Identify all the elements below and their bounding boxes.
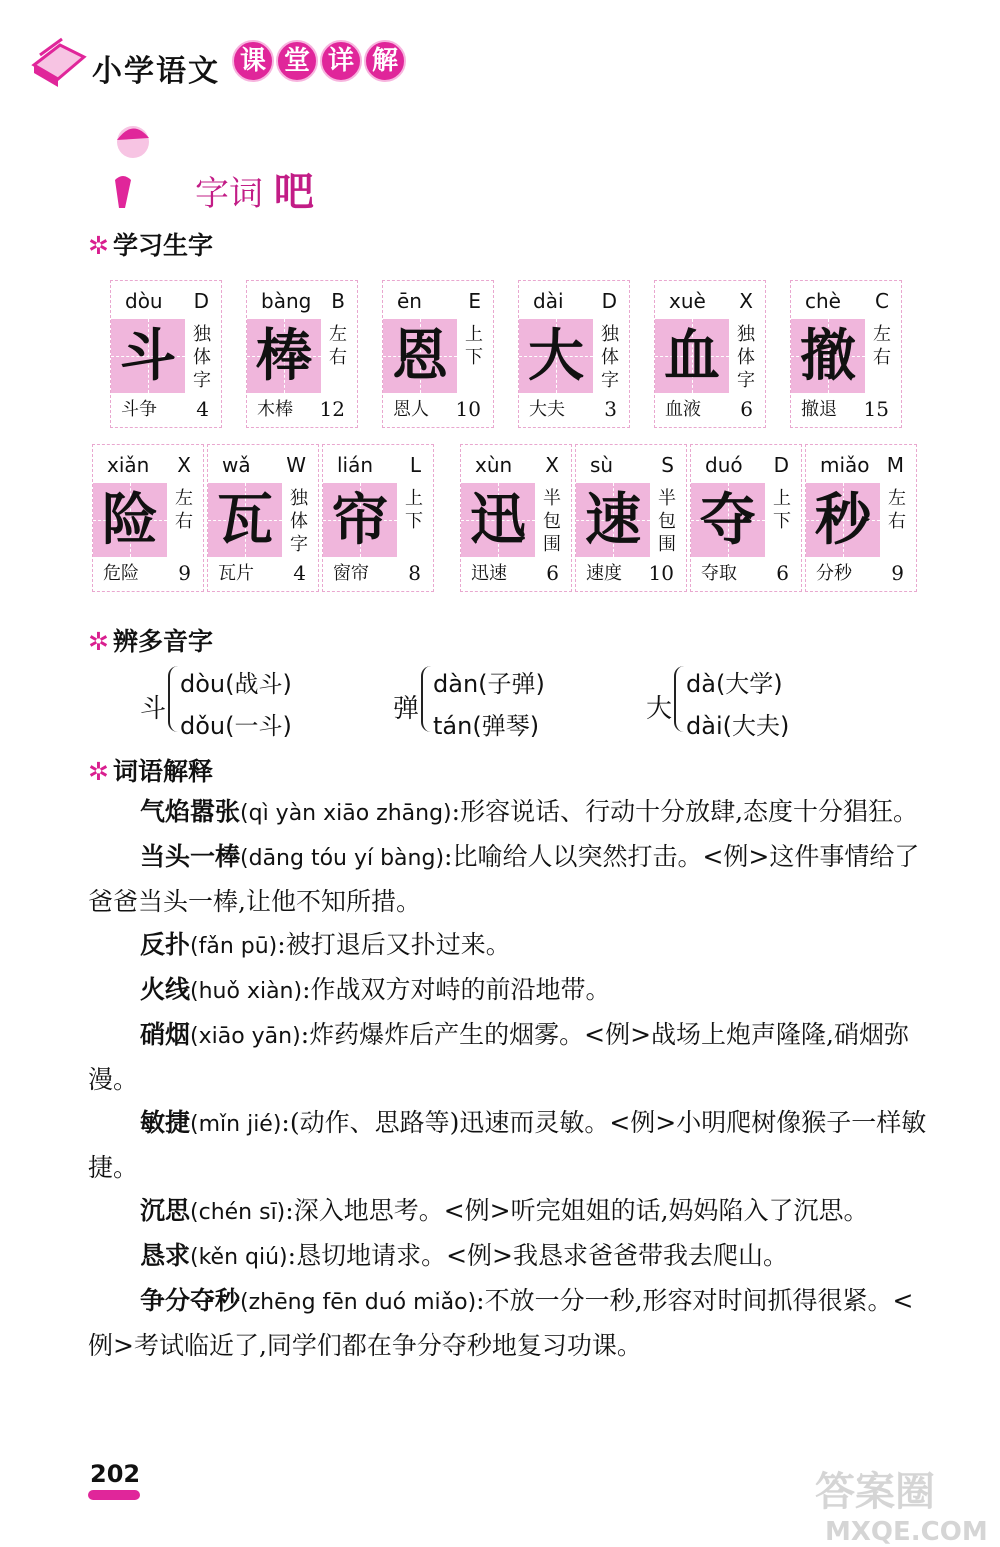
char-glyph: 撤 <box>800 323 856 389</box>
char-pinyin: miǎo <box>820 453 870 477</box>
char-card <box>805 444 917 592</box>
char-index-letter: D <box>601 289 617 313</box>
char-structure <box>654 487 680 556</box>
polyphone-char: 斗 <box>140 694 167 724</box>
char-glyph: 棒 <box>256 323 312 389</box>
char-structure <box>189 323 215 392</box>
glossary-term: 气焰嚣张 <box>140 797 241 826</box>
glossary-term: 火线 <box>140 975 191 1004</box>
glossary-entry <box>88 1013 928 1101</box>
glossary-definition: :深入地思考。<例>听完姐姐的话,妈妈陷入了沉思。 <box>285 1196 869 1225</box>
structure-char: 字 <box>193 370 211 391</box>
char-glyph: 斗 <box>120 323 176 389</box>
char-card <box>382 280 494 428</box>
char-glyph: 迅 <box>470 487 526 553</box>
glossary-pinyin: (zhēng fēn duó miǎo) <box>240 1290 477 1315</box>
char-index-letter: X <box>545 453 559 477</box>
char-strokes: 9 <box>178 561 191 585</box>
glossary-definition: :比喻给人以突然打击。<例>这件事情给了爸爸当头一棒,让他不知所措。 <box>88 842 920 916</box>
polyphone-reading: dǒu(一斗) <box>180 712 292 740</box>
char-card <box>518 280 630 428</box>
glossary-entry <box>88 1234 928 1279</box>
char-pinyin: xiǎn <box>107 453 150 477</box>
watermark-url: MXQE.COM <box>825 1517 988 1547</box>
char-word: 分秒 <box>816 563 852 584</box>
char-strokes: 9 <box>891 561 904 585</box>
section-title <box>195 160 314 217</box>
char-structure <box>286 487 312 556</box>
brace <box>168 666 180 732</box>
polyphone-char: 弹 <box>393 694 420 724</box>
glossary-definition: :炸药爆炸后产生的烟雾。<例>战场上炮声隆隆,硝烟弥漫。 <box>88 1020 909 1094</box>
flower-icon: ✲ <box>88 757 109 786</box>
char-word: 血液 <box>665 399 701 420</box>
glossary-pinyin: (xiāo yān) <box>190 1024 301 1049</box>
structure-char: 独 <box>193 324 211 345</box>
char-word: 瓦片 <box>218 563 254 584</box>
char-word: 夺取 <box>701 563 737 584</box>
structure-char: 左 <box>329 324 347 345</box>
char-word: 窗帘 <box>333 563 369 584</box>
char-pinyin: xùn <box>475 453 513 477</box>
structure-char: 下 <box>405 511 423 532</box>
glossary-entry <box>88 1189 928 1234</box>
glossary-pinyin: (mǐn jié) <box>190 1112 282 1137</box>
char-index-letter: W <box>286 453 306 477</box>
polyphone-reading: tán(弹琴) <box>433 712 540 740</box>
char-word: 大夫 <box>529 399 565 420</box>
polyphone-reading: dàn(子弹) <box>433 670 545 698</box>
structure-char: 围 <box>543 534 561 555</box>
glossary-entry <box>88 923 928 968</box>
char-card <box>246 280 358 428</box>
char-index-letter: D <box>773 453 789 477</box>
glossary-definition: :(动作、思路等)迅速而灵敏。<例>小明爬树像猴子一样敏捷。 <box>88 1108 927 1182</box>
glossary-term: 当头一棒 <box>140 842 241 871</box>
glossary-term: 敏捷 <box>140 1108 191 1137</box>
structure-char: 半 <box>658 488 676 509</box>
glossary-entry <box>88 835 928 923</box>
subtitle-char: 解 <box>364 40 406 82</box>
watermark <box>815 1460 995 1547</box>
char-word: 恩人 <box>393 399 429 420</box>
glossary-entry <box>88 1101 928 1189</box>
subtitle-char: 详 <box>320 40 362 82</box>
char-card <box>790 280 902 428</box>
learn-heading: ✲ 学习生字 <box>88 231 213 260</box>
char-structure <box>733 323 759 392</box>
char-structure <box>869 323 895 369</box>
char-strokes: 6 <box>776 561 789 585</box>
structure-char: 半 <box>543 488 561 509</box>
structure-char: 体 <box>290 511 308 532</box>
char-word: 速度 <box>586 563 622 584</box>
structure-char: 左 <box>175 488 193 509</box>
glossary-entry <box>88 968 928 1013</box>
char-glyph: 秒 <box>815 487 871 553</box>
char-index-letter: X <box>739 289 753 313</box>
char-glyph: 大 <box>528 323 584 389</box>
char-word: 迅速 <box>471 563 507 584</box>
structure-char: 独 <box>601 324 619 345</box>
char-pinyin: lián <box>337 453 374 477</box>
glossary-definition: :被打退后又扑过来。 <box>277 930 511 959</box>
structure-char: 字 <box>737 370 755 391</box>
char-strokes: 10 <box>455 397 481 421</box>
char-pinyin: chè <box>805 289 841 313</box>
char-card <box>322 444 434 592</box>
char-word: 撤退 <box>801 399 837 420</box>
glossary-entry <box>88 790 928 835</box>
char-card <box>690 444 802 592</box>
char-index-letter: C <box>875 289 889 313</box>
glossary-heading: ✲ 词语解释 <box>88 757 213 786</box>
book-logo-icon <box>30 35 88 90</box>
char-word: 木棒 <box>257 399 293 420</box>
char-structure <box>401 487 427 533</box>
char-card <box>110 280 222 428</box>
glossary-definition: :形容说话、行动十分放肆,态度十分猖狂。 <box>451 797 919 826</box>
char-pinyin: dòu <box>125 289 163 313</box>
structure-char: 体 <box>601 347 619 368</box>
char-card <box>207 444 319 592</box>
glossary-definition: :不放一分一秒,形容对时间抓得很紧。<例>考试临近了,同学们都在争分夺秒地复习功课。 <box>88 1286 914 1360</box>
char-card <box>654 280 766 428</box>
page-number: 202 <box>90 1460 141 1488</box>
structure-char: 字 <box>601 370 619 391</box>
char-pinyin: ēn <box>397 289 422 313</box>
char-card <box>460 444 572 592</box>
subtitle-char: 堂 <box>276 40 318 82</box>
char-word: 危险 <box>103 563 139 584</box>
flower-icon: ✲ <box>88 231 109 260</box>
watermark-text: 答案圈 <box>815 1469 935 1515</box>
char-pinyin: sù <box>590 453 614 477</box>
char-glyph: 恩 <box>392 323 448 389</box>
glossary-pinyin: (dāng tóu yí bàng) <box>240 846 445 871</box>
char-glyph: 瓦 <box>217 487 273 553</box>
char-pinyin: wǎ <box>222 453 251 477</box>
char-index-letter: L <box>409 453 421 477</box>
structure-char: 包 <box>658 511 676 532</box>
char-card <box>575 444 687 592</box>
polyphone-reading: dòu(战斗) <box>180 670 292 698</box>
polyphone-reading: dà(大学) <box>686 670 783 698</box>
char-glyph: 速 <box>585 487 641 553</box>
glossary-term: 反扑 <box>140 930 191 959</box>
char-structure <box>769 487 795 533</box>
flower-icon: ✲ <box>88 627 109 656</box>
structure-char: 左 <box>873 324 891 345</box>
char-index-letter: D <box>193 289 209 313</box>
char-structure <box>325 323 351 369</box>
structure-char: 独 <box>290 488 308 509</box>
structure-char: 上 <box>773 488 791 509</box>
char-strokes: 3 <box>604 397 617 421</box>
char-strokes: 6 <box>546 561 559 585</box>
glossary-pinyin: (kěn qiú) <box>190 1245 288 1270</box>
glossary-pinyin: (chén sī) <box>190 1200 286 1225</box>
book-title: 小学语文 <box>92 54 220 89</box>
char-strokes: 8 <box>408 561 421 585</box>
char-structure <box>597 323 623 392</box>
char-strokes: 6 <box>740 397 753 421</box>
char-glyph: 夺 <box>700 487 756 553</box>
glossary-term: 恳求 <box>140 1241 191 1270</box>
polyphone-char: 大 <box>646 694 673 724</box>
char-card <box>92 444 204 592</box>
glossary-definition: :作战双方对峙的前沿地带。 <box>302 975 611 1004</box>
glossary-pinyin: (fǎn pū) <box>190 934 278 959</box>
structure-char: 字 <box>290 534 308 555</box>
glossary-pinyin: (qì yàn xiāo zhāng) <box>240 801 452 826</box>
char-index-letter: S <box>661 453 674 477</box>
char-word: 斗争 <box>121 399 157 420</box>
book-subtitle <box>232 40 408 82</box>
structure-char: 独 <box>737 324 755 345</box>
char-index-letter: X <box>177 453 191 477</box>
structure-char: 下 <box>465 347 483 368</box>
char-pinyin: bàng <box>261 289 312 313</box>
structure-char: 包 <box>543 511 561 532</box>
char-pinyin: duó <box>705 453 743 477</box>
char-strokes: 12 <box>319 397 345 421</box>
structure-char: 上 <box>465 324 483 345</box>
structure-char: 下 <box>773 511 791 532</box>
structure-char: 体 <box>737 347 755 368</box>
brace <box>421 666 433 732</box>
structure-char: 右 <box>329 347 347 368</box>
brace <box>674 666 686 732</box>
char-glyph: 帘 <box>332 487 388 553</box>
structure-char: 右 <box>175 511 193 532</box>
char-index-letter: E <box>468 289 481 313</box>
polyphone-reading: dài(大夫) <box>686 712 790 740</box>
section-title-a: 字词 <box>195 174 263 214</box>
char-strokes: 4 <box>293 561 306 585</box>
structure-char: 右 <box>873 347 891 368</box>
polyphone-heading: ✲ 辨多音字 <box>88 627 213 656</box>
structure-char: 上 <box>405 488 423 509</box>
char-glyph: 血 <box>664 323 720 389</box>
char-pinyin: dài <box>533 289 564 313</box>
structure-char: 右 <box>888 511 906 532</box>
char-strokes: 15 <box>863 397 889 421</box>
char-index-letter: B <box>331 289 345 313</box>
char-glyph: 险 <box>102 487 158 553</box>
char-strokes: 4 <box>196 397 209 421</box>
char-structure <box>171 487 197 533</box>
glossary-pinyin: (huǒ xiàn) <box>190 979 303 1004</box>
kid-mascot-icon <box>95 120 165 210</box>
structure-char: 围 <box>658 534 676 555</box>
structure-char: 左 <box>888 488 906 509</box>
glossary-entry <box>88 1279 928 1367</box>
char-structure <box>539 487 565 556</box>
glossary-term: 争分夺秒 <box>140 1286 241 1315</box>
subtitle-char: 课 <box>232 40 274 82</box>
structure-char: 体 <box>193 347 211 368</box>
char-strokes: 10 <box>648 561 674 585</box>
glossary-term: 沉思 <box>140 1196 191 1225</box>
glossary-term: 硝烟 <box>140 1020 191 1049</box>
section-title-b: 吧 <box>273 169 314 215</box>
char-structure <box>461 323 487 369</box>
char-structure <box>884 487 910 533</box>
char-pinyin: xuè <box>669 289 706 313</box>
page-number-bar <box>88 1490 140 1500</box>
glossary-list <box>88 790 928 1367</box>
glossary-definition: :恳切地请求。<例>我恳求爸爸带我去爬山。 <box>287 1241 788 1270</box>
char-index-letter: M <box>886 453 904 477</box>
